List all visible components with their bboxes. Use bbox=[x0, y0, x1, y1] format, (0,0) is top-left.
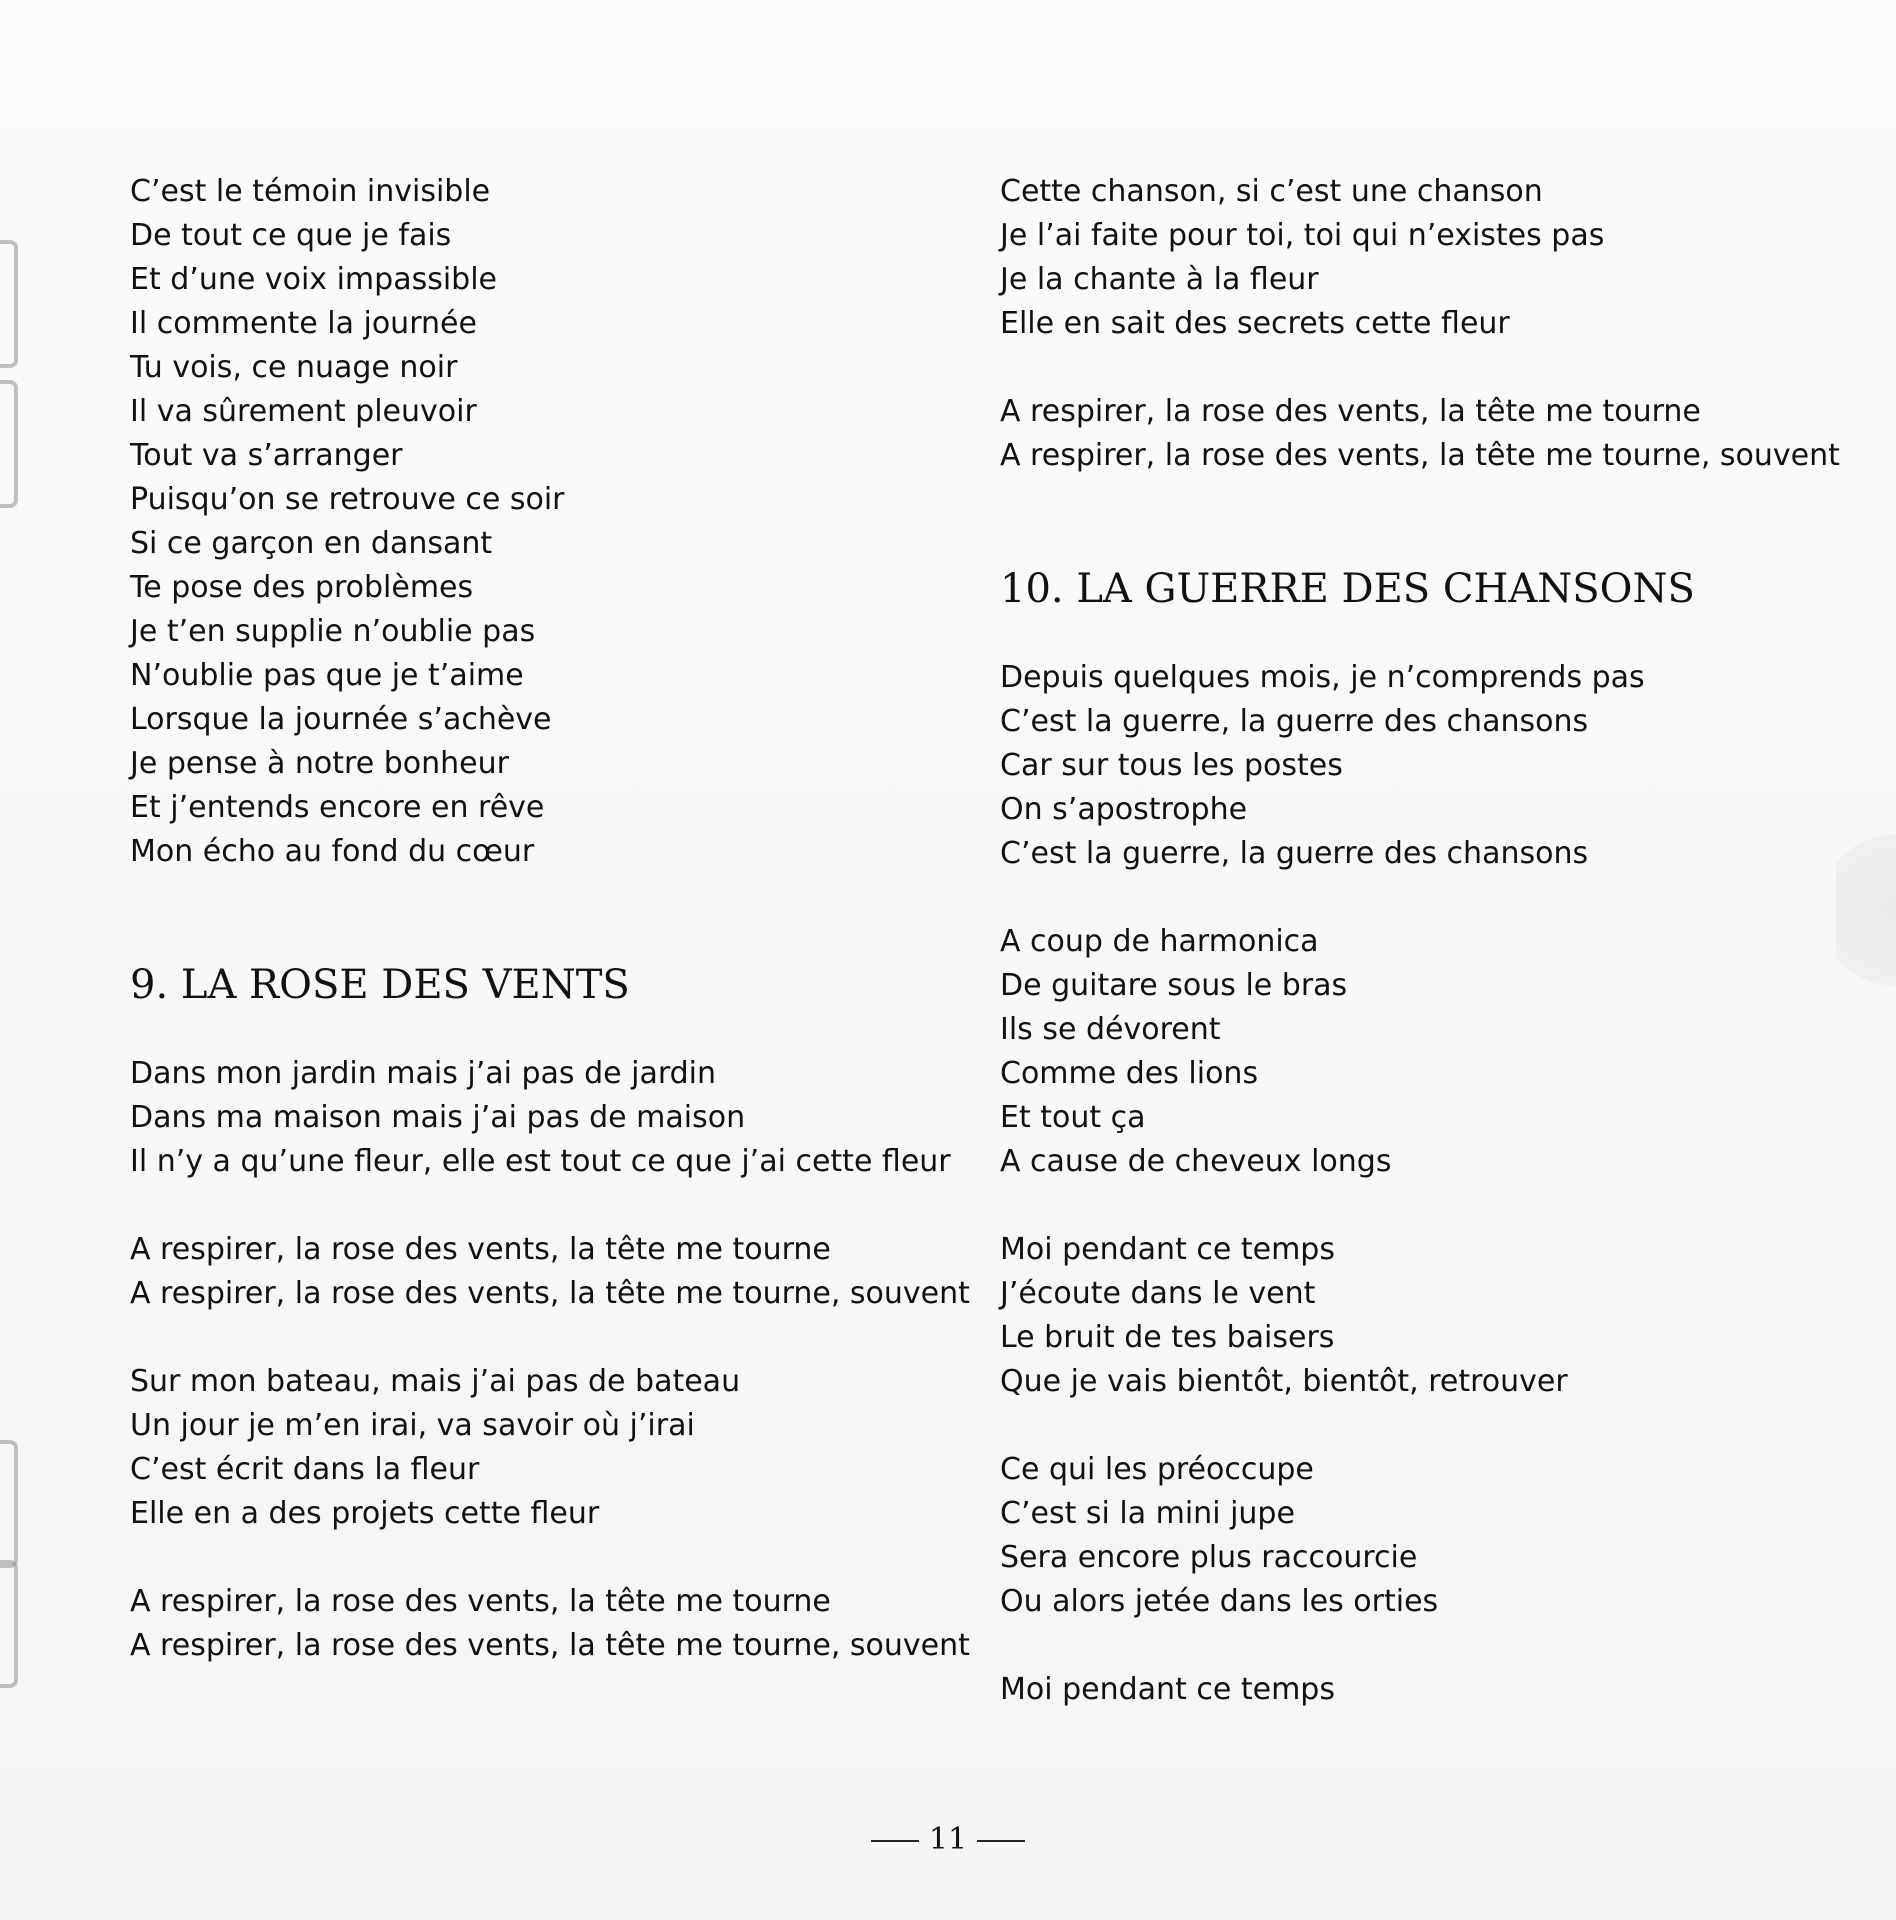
lyric-line: A respirer, la rose des vents, la tête me tourne, souvent bbox=[1000, 438, 1840, 473]
lyric-line: A respirer, la rose des vents, la tête me tourne, souvent bbox=[130, 1276, 970, 1311]
page-number-dash bbox=[977, 1840, 1025, 1842]
song-title: 9. LA ROSE DES VENTS bbox=[130, 962, 630, 1008]
lyric-line: Un jour je m’en irai, va savoir où j’irai bbox=[130, 1408, 695, 1443]
lyric-line: C’est le témoin invisible bbox=[130, 174, 491, 209]
lyric-line: Te pose des problèmes bbox=[130, 570, 474, 605]
binder-clip-mark bbox=[0, 380, 18, 508]
lyrics-stanza bbox=[1000, 170, 1870, 346]
lyrics-stanza bbox=[1000, 656, 1870, 876]
lyrics-stanza bbox=[1000, 920, 1870, 1184]
lyric-line: Il commente la journée bbox=[130, 306, 477, 341]
lyric-line: Comme des lions bbox=[1000, 1056, 1259, 1091]
lyric-line: Tout va s’arranger bbox=[130, 438, 403, 473]
lyric-line: Ou alors jetée dans les orties bbox=[1000, 1584, 1439, 1619]
lyric-line: Je pense à notre bonheur bbox=[130, 746, 509, 781]
lyric-line: Sur mon bateau, mais j’ai pas de bateau bbox=[130, 1364, 741, 1399]
song-lyrics bbox=[1000, 656, 1870, 1712]
lyrics-stanza bbox=[130, 1580, 970, 1668]
binder-clip-mark bbox=[0, 240, 18, 368]
binder-clip-mark bbox=[0, 1560, 18, 1688]
lyric-line: Elle en a des projets cette fleur bbox=[130, 1496, 600, 1531]
lyric-line: Moi pendant ce temps bbox=[1000, 1672, 1335, 1707]
lyric-line: Et j’entends encore en rêve bbox=[130, 790, 545, 825]
song-lyrics bbox=[1000, 170, 1870, 478]
lyric-line: C’est la guerre, la guerre des chansons bbox=[1000, 836, 1589, 871]
right-column bbox=[1000, 170, 1870, 1712]
binder-clip-mark bbox=[0, 1440, 18, 1568]
lyrics-stanza bbox=[1000, 390, 1870, 478]
lyric-line: C’est écrit dans la fleur bbox=[130, 1452, 480, 1487]
lyric-line: Mon écho au fond du cœur bbox=[130, 834, 535, 869]
lyric-line: A coup de harmonica bbox=[1000, 924, 1319, 959]
lyric-line: Il va sûrement pleuvoir bbox=[130, 394, 477, 429]
lyric-line: C’est si la mini jupe bbox=[1000, 1496, 1295, 1531]
lyric-line: Le bruit de tes baisers bbox=[1000, 1320, 1335, 1355]
lyrics-stanza bbox=[130, 1052, 960, 1184]
lyric-line: J’écoute dans le vent bbox=[1000, 1276, 1316, 1311]
lyric-line: Lorsque la journée s’achève bbox=[130, 702, 552, 737]
lyric-line: Dans mon jardin mais j’ai pas de jardin bbox=[130, 1056, 717, 1091]
lyric-line: Cette chanson, si c’est une chanson bbox=[1000, 174, 1543, 209]
lyric-line: Moi pendant ce temps bbox=[1000, 1232, 1335, 1267]
lyric-line: N’oublie pas que je t’aime bbox=[130, 658, 524, 693]
lyrics-stanza bbox=[130, 170, 960, 874]
lyric-line: Je la chante à la fleur bbox=[1000, 262, 1319, 297]
lyric-line: Ce qui les préoccupe bbox=[1000, 1452, 1314, 1487]
song-title: 10. LA GUERRE DES CHANSONS bbox=[1000, 566, 1695, 612]
page-number bbox=[0, 1822, 1896, 1857]
lyric-line: Car sur tous les postes bbox=[1000, 748, 1343, 783]
lyric-line: Ils se dévorent bbox=[1000, 1012, 1221, 1047]
lyric-line: Puisqu’on se retrouve ce soir bbox=[130, 482, 565, 517]
lyric-line: Je t’en supplie n’oublie pas bbox=[130, 614, 536, 649]
lyric-line: Si ce garçon en dansant bbox=[130, 526, 493, 561]
lyrics-stanza bbox=[130, 1228, 970, 1316]
lyric-line: A respirer, la rose des vents, la tête me tourne bbox=[130, 1584, 831, 1619]
lyric-line: Sera encore plus raccourcie bbox=[1000, 1540, 1418, 1575]
lyric-line: On s’apostrophe bbox=[1000, 792, 1248, 827]
lyric-line: Elle en sait des secrets cette fleur bbox=[1000, 306, 1510, 341]
left-column bbox=[130, 170, 970, 1668]
lyrics-stanza bbox=[1000, 1668, 1870, 1712]
lyric-line: Tu vois, ce nuage noir bbox=[130, 350, 458, 385]
lyric-line: Il n’y a qu’une fleur, elle est tout ce que j’ai cette fleur bbox=[130, 1144, 951, 1179]
page-number-value: 11 bbox=[928, 1822, 968, 1857]
lyric-line: Dans ma maison mais j’ai pas de maison bbox=[130, 1100, 746, 1135]
lyric-line: Que je vais bientôt, bientôt, retrouver bbox=[1000, 1364, 1568, 1399]
lyrics-stanza bbox=[130, 1360, 960, 1536]
lyric-line: De guitare sous le bras bbox=[1000, 968, 1348, 1003]
lyric-line: A respirer, la rose des vents, la tête me tourne bbox=[1000, 394, 1701, 429]
lyric-line: C’est la guerre, la guerre des chansons bbox=[1000, 704, 1589, 739]
lyrics-stanza bbox=[1000, 1448, 1870, 1624]
lyric-line: A cause de cheveux longs bbox=[1000, 1144, 1392, 1179]
lyric-line: Je l’ai faite pour toi, toi qui n’existes pas bbox=[1000, 218, 1605, 253]
lyric-line: Et tout ça bbox=[1000, 1100, 1146, 1135]
lyric-line: Et d’une voix impassible bbox=[130, 262, 498, 297]
song-lyrics bbox=[130, 1052, 970, 1668]
lyric-line: Depuis quelques mois, je n’comprends pas bbox=[1000, 660, 1645, 695]
lyrics-stanza bbox=[1000, 1228, 1870, 1404]
page-number-dash bbox=[871, 1840, 919, 1842]
lyric-line: A respirer, la rose des vents, la tête me tourne, souvent bbox=[130, 1628, 970, 1663]
lyric-line: A respirer, la rose des vents, la tête me tourne bbox=[130, 1232, 831, 1267]
lyric-line: De tout ce que je fais bbox=[130, 218, 452, 253]
